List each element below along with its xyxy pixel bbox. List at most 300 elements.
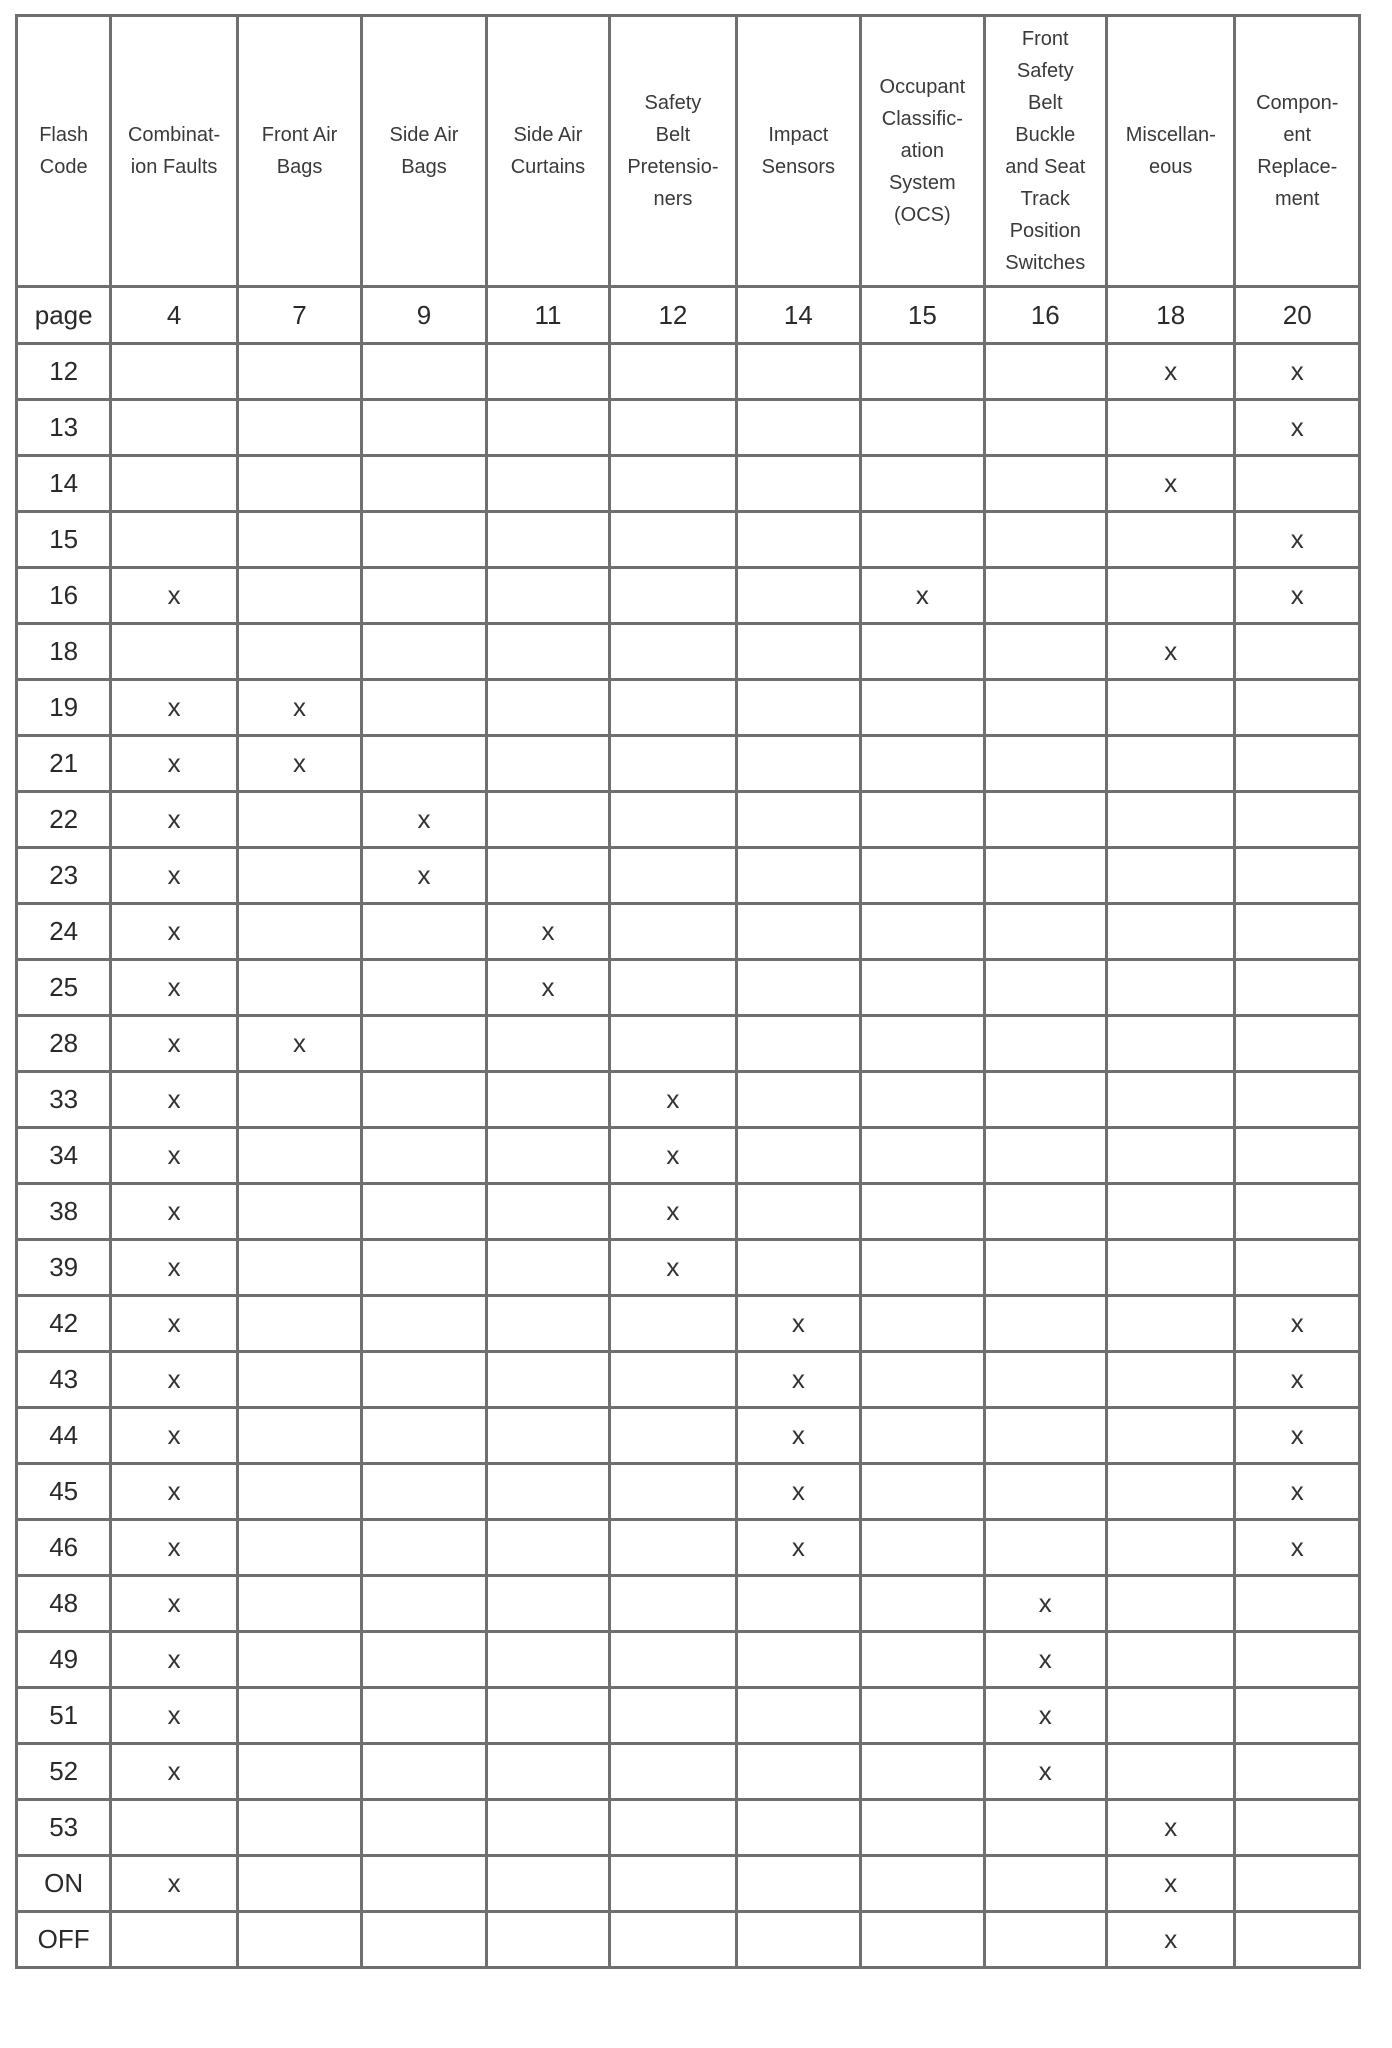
flash-code-cell: 49	[17, 1632, 111, 1688]
mark-cell-component-replacement	[1235, 1744, 1360, 1800]
mark-cell-impact-sensors	[736, 400, 860, 456]
mark-cell-safety-belt-pretensioners	[610, 848, 736, 904]
mark-cell-side-air-curtains	[486, 1408, 609, 1464]
mark-cell-miscellaneous	[1107, 512, 1235, 568]
mark-cell-side-air-curtains	[486, 1128, 609, 1184]
flash-code-table	[15, 14, 1361, 1969]
mark-cell-combination-faults: x	[111, 1632, 237, 1688]
mark-cell-side-air-curtains	[486, 1296, 609, 1352]
mark-cell-front-air-bags	[237, 1128, 361, 1184]
mark-cell-front-air-bags	[237, 792, 361, 848]
mark-cell-front-safety-belt-buckle-switches: x	[984, 1632, 1106, 1688]
mark-cell-safety-belt-pretensioners	[610, 792, 736, 848]
mark-cell-occupant-classification-system	[861, 1184, 984, 1240]
mark-cell-impact-sensors	[736, 904, 860, 960]
column-header-flash-code	[17, 16, 111, 287]
mark-cell-front-air-bags: x	[237, 680, 361, 736]
mark-cell-front-air-bags	[237, 1520, 361, 1576]
mark-cell-safety-belt-pretensioners	[610, 1856, 736, 1912]
mark-cell-front-air-bags	[237, 1856, 361, 1912]
mark-cell-impact-sensors	[736, 848, 860, 904]
mark-cell-front-air-bags: x	[237, 1016, 361, 1072]
flash-code-cell: 22	[17, 792, 111, 848]
mark-cell-side-air-bags	[362, 1912, 486, 1968]
flash-code-cell: ON	[17, 1856, 111, 1912]
mark-cell-front-air-bags	[237, 1352, 361, 1408]
table-row	[17, 1240, 1360, 1296]
mark-cell-combination-faults: x	[111, 1184, 237, 1240]
mark-cell-side-air-curtains	[486, 848, 609, 904]
table-row	[17, 1408, 1360, 1464]
mark-cell-side-air-bags	[362, 344, 486, 400]
mark-cell-component-replacement	[1235, 680, 1360, 736]
mark-cell-component-replacement	[1235, 456, 1360, 512]
mark-cell-impact-sensors	[736, 1856, 860, 1912]
flash-code-cell: 53	[17, 1800, 111, 1856]
mark-cell-combination-faults: x	[111, 792, 237, 848]
mark-cell-safety-belt-pretensioners	[610, 1408, 736, 1464]
mark-cell-combination-faults: x	[111, 680, 237, 736]
mark-cell-safety-belt-pretensioners	[610, 1632, 736, 1688]
table-row	[17, 1576, 1360, 1632]
mark-cell-component-replacement	[1235, 792, 1360, 848]
mark-cell-front-air-bags	[237, 1296, 361, 1352]
mark-cell-occupant-classification-system	[861, 1072, 984, 1128]
mark-cell-combination-faults: x	[111, 1576, 237, 1632]
mark-cell-component-replacement: x	[1235, 1296, 1360, 1352]
mark-cell-component-replacement	[1235, 1912, 1360, 1968]
mark-cell-side-air-bags	[362, 680, 486, 736]
mark-cell-safety-belt-pretensioners	[610, 904, 736, 960]
flash-code-cell: 28	[17, 1016, 111, 1072]
table-row	[17, 792, 1360, 848]
mark-cell-occupant-classification-system	[861, 1912, 984, 1968]
mark-cell-side-air-bags	[362, 736, 486, 792]
table-row	[17, 1464, 1360, 1520]
mark-cell-occupant-classification-system	[861, 1352, 984, 1408]
column-header-front-safety-belt-buckle-switches	[984, 16, 1106, 287]
table-row	[17, 904, 1360, 960]
mark-cell-miscellaneous: x	[1107, 1912, 1235, 1968]
page-number-cell: 9	[362, 287, 486, 344]
table-row	[17, 736, 1360, 792]
mark-cell-front-air-bags	[237, 1408, 361, 1464]
mark-cell-combination-faults: x	[111, 1128, 237, 1184]
mark-cell-miscellaneous	[1107, 1352, 1235, 1408]
mark-cell-component-replacement	[1235, 736, 1360, 792]
mark-cell-impact-sensors	[736, 1240, 860, 1296]
mark-cell-side-air-bags	[362, 1856, 486, 1912]
mark-cell-front-air-bags	[237, 1240, 361, 1296]
mark-cell-side-air-bags	[362, 1800, 486, 1856]
mark-cell-component-replacement	[1235, 1184, 1360, 1240]
table-row	[17, 960, 1360, 1016]
mark-cell-miscellaneous	[1107, 1688, 1235, 1744]
flash-code-cell: 42	[17, 1296, 111, 1352]
mark-cell-side-air-curtains	[486, 1632, 609, 1688]
mark-cell-side-air-curtains	[486, 568, 609, 624]
mark-cell-front-safety-belt-buckle-switches	[984, 1352, 1106, 1408]
page-number-cell: 18	[1107, 287, 1235, 344]
page-number-cell: 4	[111, 287, 237, 344]
mark-cell-front-safety-belt-buckle-switches	[984, 1520, 1106, 1576]
flash-code-cell: 52	[17, 1744, 111, 1800]
mark-cell-front-air-bags	[237, 960, 361, 1016]
mark-cell-front-safety-belt-buckle-switches	[984, 960, 1106, 1016]
mark-cell-front-safety-belt-buckle-switches	[984, 1016, 1106, 1072]
mark-cell-miscellaneous: x	[1107, 624, 1235, 680]
mark-cell-front-safety-belt-buckle-switches: x	[984, 1688, 1106, 1744]
mark-cell-combination-faults: x	[111, 848, 237, 904]
mark-cell-combination-faults: x	[111, 1240, 237, 1296]
column-header-miscellaneous	[1107, 16, 1235, 287]
mark-cell-component-replacement	[1235, 848, 1360, 904]
column-header-label: Front Safety Belt Buckle and Seat Track Position Switches	[1005, 28, 1086, 274]
mark-cell-combination-faults: x	[111, 960, 237, 1016]
table-row	[17, 1072, 1360, 1128]
mark-cell-side-air-bags	[362, 456, 486, 512]
mark-cell-combination-faults: x	[111, 736, 237, 792]
mark-cell-side-air-curtains: x	[486, 960, 609, 1016]
mark-cell-front-air-bags	[237, 400, 361, 456]
mark-cell-component-replacement	[1235, 1576, 1360, 1632]
mark-cell-side-air-bags	[362, 1240, 486, 1296]
mark-cell-side-air-curtains	[486, 1800, 609, 1856]
mark-cell-combination-faults	[111, 1912, 237, 1968]
mark-cell-miscellaneous	[1107, 1184, 1235, 1240]
mark-cell-side-air-bags	[362, 1016, 486, 1072]
mark-cell-combination-faults: x	[111, 1688, 237, 1744]
mark-cell-combination-faults	[111, 1800, 237, 1856]
mark-cell-combination-faults: x	[111, 1408, 237, 1464]
mark-cell-front-safety-belt-buckle-switches	[984, 792, 1106, 848]
flash-code-cell: 51	[17, 1688, 111, 1744]
mark-cell-miscellaneous	[1107, 792, 1235, 848]
flash-code-cell: 21	[17, 736, 111, 792]
mark-cell-combination-faults: x	[111, 1520, 237, 1576]
mark-cell-component-replacement: x	[1235, 1464, 1360, 1520]
mark-cell-front-safety-belt-buckle-switches	[984, 1856, 1106, 1912]
mark-cell-safety-belt-pretensioners	[610, 960, 736, 1016]
mark-cell-occupant-classification-system	[861, 1464, 984, 1520]
mark-cell-safety-belt-pretensioners	[610, 624, 736, 680]
mark-cell-component-replacement	[1235, 960, 1360, 1016]
mark-cell-front-air-bags: x	[237, 736, 361, 792]
mark-cell-impact-sensors	[736, 736, 860, 792]
mark-cell-safety-belt-pretensioners	[610, 512, 736, 568]
mark-cell-impact-sensors	[736, 680, 860, 736]
mark-cell-impact-sensors	[736, 1072, 860, 1128]
mark-cell-occupant-classification-system	[861, 736, 984, 792]
mark-cell-side-air-bags	[362, 1576, 486, 1632]
mark-cell-occupant-classification-system	[861, 1240, 984, 1296]
mark-cell-side-air-bags	[362, 904, 486, 960]
header-row	[17, 16, 1360, 287]
mark-cell-miscellaneous: x	[1107, 1856, 1235, 1912]
mark-cell-impact-sensors	[736, 1184, 860, 1240]
mark-cell-front-air-bags	[237, 1184, 361, 1240]
mark-cell-safety-belt-pretensioners	[610, 1688, 736, 1744]
mark-cell-safety-belt-pretensioners	[610, 1352, 736, 1408]
mark-cell-side-air-curtains	[486, 1520, 609, 1576]
mark-cell-front-safety-belt-buckle-switches	[984, 848, 1106, 904]
mark-cell-safety-belt-pretensioners	[610, 1800, 736, 1856]
mark-cell-occupant-classification-system	[861, 1520, 984, 1576]
mark-cell-side-air-curtains	[486, 512, 609, 568]
mark-cell-miscellaneous	[1107, 1072, 1235, 1128]
mark-cell-front-air-bags	[237, 1688, 361, 1744]
flash-code-cell: 39	[17, 1240, 111, 1296]
column-header-impact-sensors	[736, 16, 860, 287]
mark-cell-miscellaneous	[1107, 1520, 1235, 1576]
mark-cell-impact-sensors: x	[736, 1352, 860, 1408]
mark-cell-side-air-curtains	[486, 1184, 609, 1240]
mark-cell-occupant-classification-system	[861, 1016, 984, 1072]
table-row	[17, 1856, 1360, 1912]
mark-cell-occupant-classification-system	[861, 1744, 984, 1800]
mark-cell-component-replacement: x	[1235, 1520, 1360, 1576]
mark-cell-impact-sensors	[736, 1912, 860, 1968]
mark-cell-side-air-bags	[362, 960, 486, 1016]
mark-cell-impact-sensors	[736, 1576, 860, 1632]
mark-cell-front-safety-belt-buckle-switches	[984, 1912, 1106, 1968]
flash-code-cell: 48	[17, 1576, 111, 1632]
mark-cell-miscellaneous	[1107, 1632, 1235, 1688]
flash-code-cell: 46	[17, 1520, 111, 1576]
mark-cell-occupant-classification-system	[861, 512, 984, 568]
mark-cell-front-safety-belt-buckle-switches	[984, 512, 1106, 568]
table-row	[17, 680, 1360, 736]
mark-cell-occupant-classification-system	[861, 904, 984, 960]
mark-cell-combination-faults: x	[111, 1072, 237, 1128]
mark-cell-safety-belt-pretensioners: x	[610, 1128, 736, 1184]
mark-cell-combination-faults	[111, 624, 237, 680]
mark-cell-side-air-curtains	[486, 344, 609, 400]
mark-cell-safety-belt-pretensioners	[610, 1520, 736, 1576]
page-number-cell: 11	[486, 287, 609, 344]
table-row	[17, 1632, 1360, 1688]
mark-cell-front-safety-belt-buckle-switches	[984, 1240, 1106, 1296]
mark-cell-side-air-curtains	[486, 1744, 609, 1800]
flash-code-cell: 34	[17, 1128, 111, 1184]
column-header-occupant-classification-system	[861, 16, 984, 287]
mark-cell-front-air-bags	[237, 624, 361, 680]
mark-cell-component-replacement: x	[1235, 344, 1360, 400]
mark-cell-side-air-bags	[362, 1632, 486, 1688]
mark-cell-occupant-classification-system: x	[861, 568, 984, 624]
mark-cell-component-replacement: x	[1235, 1408, 1360, 1464]
table-row	[17, 456, 1360, 512]
mark-cell-front-safety-belt-buckle-switches	[984, 1408, 1106, 1464]
mark-cell-side-air-curtains	[486, 1072, 609, 1128]
mark-cell-side-air-bags	[362, 1464, 486, 1520]
flash-code-cell: 13	[17, 400, 111, 456]
mark-cell-impact-sensors	[736, 960, 860, 1016]
mark-cell-component-replacement	[1235, 624, 1360, 680]
mark-cell-occupant-classification-system	[861, 1408, 984, 1464]
mark-cell-impact-sensors	[736, 568, 860, 624]
column-header-label: Flash Code	[39, 124, 89, 178]
mark-cell-occupant-classification-system	[861, 960, 984, 1016]
column-header-label: Side Air Curtains	[510, 124, 586, 178]
mark-cell-impact-sensors: x	[736, 1520, 860, 1576]
mark-cell-front-safety-belt-buckle-switches	[984, 904, 1106, 960]
table-body	[17, 287, 1360, 1968]
mark-cell-safety-belt-pretensioners: x	[610, 1072, 736, 1128]
flash-code-cell: 19	[17, 680, 111, 736]
table-row	[17, 624, 1360, 680]
mark-cell-component-replacement	[1235, 1072, 1360, 1128]
mark-cell-side-air-bags	[362, 624, 486, 680]
mark-cell-component-replacement: x	[1235, 1352, 1360, 1408]
mark-cell-front-air-bags	[237, 904, 361, 960]
mark-cell-combination-faults: x	[111, 1016, 237, 1072]
mark-cell-occupant-classification-system	[861, 1632, 984, 1688]
table-row	[17, 1016, 1360, 1072]
mark-cell-impact-sensors	[736, 1800, 860, 1856]
mark-cell-occupant-classification-system	[861, 624, 984, 680]
page-number-cell: 12	[610, 287, 736, 344]
mark-cell-front-air-bags	[237, 1744, 361, 1800]
mark-cell-side-air-bags: x	[362, 792, 486, 848]
mark-cell-combination-faults: x	[111, 1744, 237, 1800]
mark-cell-combination-faults	[111, 456, 237, 512]
mark-cell-side-air-bags	[362, 400, 486, 456]
mark-cell-impact-sensors	[736, 456, 860, 512]
page-number-cell: 14	[736, 287, 860, 344]
mark-cell-occupant-classification-system	[861, 456, 984, 512]
mark-cell-impact-sensors	[736, 624, 860, 680]
mark-cell-miscellaneous	[1107, 736, 1235, 792]
column-header-label: Combinat- ion Faults	[127, 124, 221, 178]
table-row	[17, 512, 1360, 568]
mark-cell-impact-sensors	[736, 1016, 860, 1072]
page-reference-row	[17, 287, 1360, 344]
mark-cell-miscellaneous	[1107, 1240, 1235, 1296]
mark-cell-occupant-classification-system	[861, 792, 984, 848]
mark-cell-occupant-classification-system	[861, 1856, 984, 1912]
column-header-label: Compon- ent Replace- ment	[1256, 92, 1339, 210]
mark-cell-side-air-curtains	[486, 400, 609, 456]
mark-cell-impact-sensors	[736, 512, 860, 568]
mark-cell-occupant-classification-system	[861, 680, 984, 736]
mark-cell-front-air-bags	[237, 1576, 361, 1632]
mark-cell-component-replacement: x	[1235, 512, 1360, 568]
mark-cell-combination-faults: x	[111, 568, 237, 624]
mark-cell-miscellaneous	[1107, 1016, 1235, 1072]
flash-code-cell: 14	[17, 456, 111, 512]
mark-cell-occupant-classification-system	[861, 1800, 984, 1856]
page-number-cell: 15	[861, 287, 984, 344]
mark-cell-front-safety-belt-buckle-switches	[984, 1184, 1106, 1240]
mark-cell-front-safety-belt-buckle-switches: x	[984, 1744, 1106, 1800]
mark-cell-combination-faults: x	[111, 1856, 237, 1912]
table-row	[17, 1520, 1360, 1576]
mark-cell-impact-sensors	[736, 792, 860, 848]
flash-code-cell: 15	[17, 512, 111, 568]
mark-cell-front-safety-belt-buckle-switches: x	[984, 1576, 1106, 1632]
mark-cell-side-air-bags	[362, 1184, 486, 1240]
mark-cell-side-air-curtains	[486, 792, 609, 848]
mark-cell-side-air-curtains	[486, 1912, 609, 1968]
mark-cell-side-air-bags	[362, 1520, 486, 1576]
mark-cell-miscellaneous	[1107, 848, 1235, 904]
mark-cell-front-safety-belt-buckle-switches	[984, 400, 1106, 456]
mark-cell-miscellaneous	[1107, 568, 1235, 624]
mark-cell-safety-belt-pretensioners	[610, 1016, 736, 1072]
table-row	[17, 1296, 1360, 1352]
mark-cell-side-air-curtains	[486, 1576, 609, 1632]
flash-code-cell: 23	[17, 848, 111, 904]
column-header-side-air-curtains	[486, 16, 609, 287]
column-header-component-replacement	[1235, 16, 1360, 287]
mark-cell-impact-sensors: x	[736, 1296, 860, 1352]
table-row	[17, 1800, 1360, 1856]
mark-cell-front-safety-belt-buckle-switches	[984, 1128, 1106, 1184]
mark-cell-front-safety-belt-buckle-switches	[984, 1296, 1106, 1352]
mark-cell-safety-belt-pretensioners	[610, 568, 736, 624]
mark-cell-front-safety-belt-buckle-switches	[984, 344, 1106, 400]
mark-cell-miscellaneous	[1107, 400, 1235, 456]
mark-cell-front-air-bags	[237, 456, 361, 512]
mark-cell-component-replacement	[1235, 904, 1360, 960]
column-header-combination-faults	[111, 16, 237, 287]
mark-cell-front-air-bags	[237, 1632, 361, 1688]
mark-cell-front-air-bags	[237, 848, 361, 904]
table-row	[17, 1744, 1360, 1800]
mark-cell-occupant-classification-system	[861, 400, 984, 456]
mark-cell-miscellaneous: x	[1107, 1800, 1235, 1856]
flash-code-cell: 43	[17, 1352, 111, 1408]
flash-code-cell: 16	[17, 568, 111, 624]
flash-code-cell: OFF	[17, 1912, 111, 1968]
mark-cell-combination-faults: x	[111, 904, 237, 960]
mark-cell-safety-belt-pretensioners: x	[610, 1184, 736, 1240]
table-row	[17, 848, 1360, 904]
page-number-cell: 20	[1235, 287, 1360, 344]
mark-cell-safety-belt-pretensioners	[610, 1464, 736, 1520]
column-header-label: Occupant Classific- ation System (OCS)	[879, 76, 966, 226]
table-row	[17, 344, 1360, 400]
mark-cell-miscellaneous	[1107, 1464, 1235, 1520]
mark-cell-front-safety-belt-buckle-switches	[984, 568, 1106, 624]
mark-cell-side-air-bags	[362, 1352, 486, 1408]
column-header-side-air-bags	[362, 16, 486, 287]
mark-cell-component-replacement	[1235, 1240, 1360, 1296]
mark-cell-component-replacement: x	[1235, 568, 1360, 624]
table-row	[17, 1912, 1360, 1968]
mark-cell-component-replacement	[1235, 1688, 1360, 1744]
table-row	[17, 1352, 1360, 1408]
mark-cell-side-air-curtains	[486, 736, 609, 792]
mark-cell-side-air-bags	[362, 1296, 486, 1352]
table-row	[17, 1128, 1360, 1184]
mark-cell-impact-sensors	[736, 1744, 860, 1800]
mark-cell-combination-faults	[111, 344, 237, 400]
mark-cell-side-air-bags	[362, 1688, 486, 1744]
mark-cell-front-safety-belt-buckle-switches	[984, 736, 1106, 792]
mark-cell-side-air-bags	[362, 1408, 486, 1464]
mark-cell-side-air-bags: x	[362, 848, 486, 904]
table-row	[17, 1688, 1360, 1744]
mark-cell-combination-faults	[111, 512, 237, 568]
mark-cell-impact-sensors	[736, 1688, 860, 1744]
mark-cell-side-air-curtains	[486, 624, 609, 680]
mark-cell-front-safety-belt-buckle-switches	[984, 624, 1106, 680]
flash-code-cell: 24	[17, 904, 111, 960]
mark-cell-side-air-curtains	[486, 1352, 609, 1408]
mark-cell-combination-faults: x	[111, 1464, 237, 1520]
